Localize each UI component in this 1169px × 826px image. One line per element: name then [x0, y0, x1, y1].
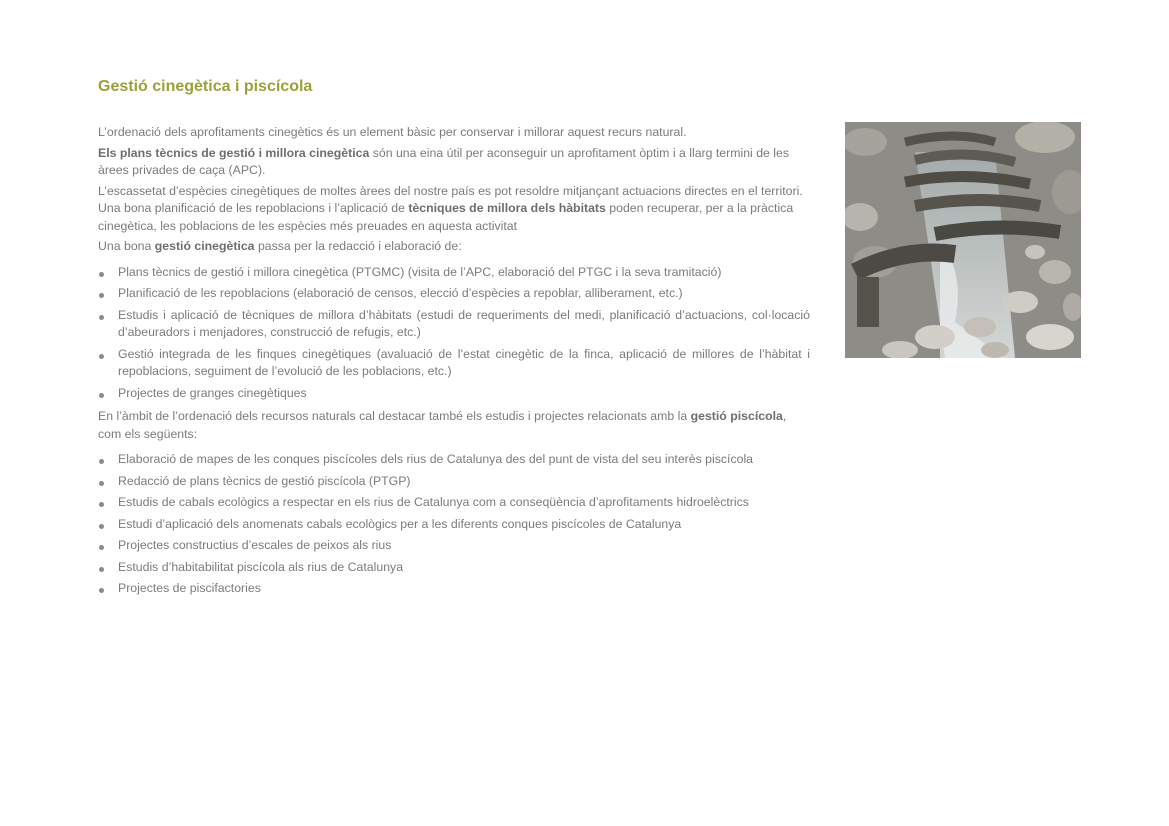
list-item: Elaboració de mapes de les conques piscícoles dels rius de Catalunya des del punt de vista del seu interès piscícola	[98, 451, 810, 469]
hunting-management-emphasis: gestió cinegètica	[154, 239, 255, 253]
fish-management-emphasis: gestió piscícola	[690, 409, 783, 423]
hunting-plans-emphasis: Els plans tècnics de gestió i millora cinegètica	[98, 145, 370, 160]
fish-intro-paragraph	[98, 408, 810, 443]
list-item: Estudis i aplicació de tècniques de millora d’hàbitats (estudi de requeriments del medi, planificació d’actuacions, col·locació d’abeuradors i menjadores, construcció de refugis, etc.)	[98, 307, 810, 342]
list-item: Projectes de piscifactories	[98, 580, 810, 598]
fish-intro-text-b: , com els següents:	[98, 409, 787, 441]
intro-paragraph-1: L’ordenació dels aprofitaments cinegètics és un element bàsic per conservar i millorar aquest recurs natural.	[98, 125, 687, 139]
list-item: Projectes de granges cinegètiques	[98, 385, 810, 403]
intro-paragraph-4-text-b: passa per la redacció i elaboració de:	[254, 239, 462, 253]
list-item: Planificació de les repoblacions (elaboració de censos, elecció d’espècies a repoblar, alliberament, etc.)	[98, 285, 810, 303]
intro-paragraph-3	[98, 183, 810, 236]
intro-paragraph-3-text-b: poden recuperar, per a la pràctica cinegètica, les poblacions de les espècies més preuades en aquesta activitat	[98, 201, 794, 233]
fish-ladder-photo	[845, 122, 1081, 358]
main-content	[98, 124, 810, 604]
fish-management-list	[98, 451, 810, 598]
list-item: Estudis d’habitabilitat piscícola als rius de Catalunya	[98, 559, 810, 577]
list-item: Plans tècnics de gestió i millora cinegètica (PTGMC) (visita de l’APC, elaboració del PTGC i la seva tramitació)	[98, 264, 810, 282]
list-item: Redacció de plans tècnics de gestió piscícola (PTGP)	[98, 473, 810, 491]
intro-paragraph-3-text-a: L’escassetat d’espècies cinegètiques de moltes àrees del nostre país es pot resoldre mitjançant actuacions directes en el territori. Una bona planificació de les repoblacions i l’aplicació de	[98, 183, 803, 215]
page-title: Gestió cinegètica i piscícola	[98, 78, 313, 95]
habitat-techniques-emphasis: tècniques de millora dels hàbitats	[408, 201, 606, 215]
list-item: Gestió integrada de les finques cinegètiques (avaluació de l’estat cinegètic de la finca, aplicació de millores de l’hàbitat i repoblacions, seguiment de l’evolució de les poblacions, etc.)	[98, 346, 810, 381]
list-item: Estudis de cabals ecològics a respectar en els rius de Catalunya com a conseqüència d’aprofitaments hidroelèctrics	[98, 494, 810, 512]
intro-paragraph-4-text-a: Una bona	[98, 239, 155, 253]
list-item: Projectes constructius d’escales de peixos als rius	[98, 537, 810, 555]
intro-paragraph-2-text: són una eina útil per aconseguir un aprofitament òptim i a llarg termini de les àrees privades de caça (APC).	[98, 145, 790, 177]
list-item: Estudi d’aplicació dels anomenats cabals ecològics per a les diferents conques piscícoles de Catalunya	[98, 516, 810, 534]
hunting-management-list	[98, 264, 810, 403]
fish-intro-text-a: En l’àmbit de l’ordenació dels recursos naturals cal destacar també els estudis i projectes relacionats amb la	[98, 409, 691, 423]
intro-paragraph-2	[98, 145, 810, 180]
intro-paragraph-4	[98, 238, 810, 256]
